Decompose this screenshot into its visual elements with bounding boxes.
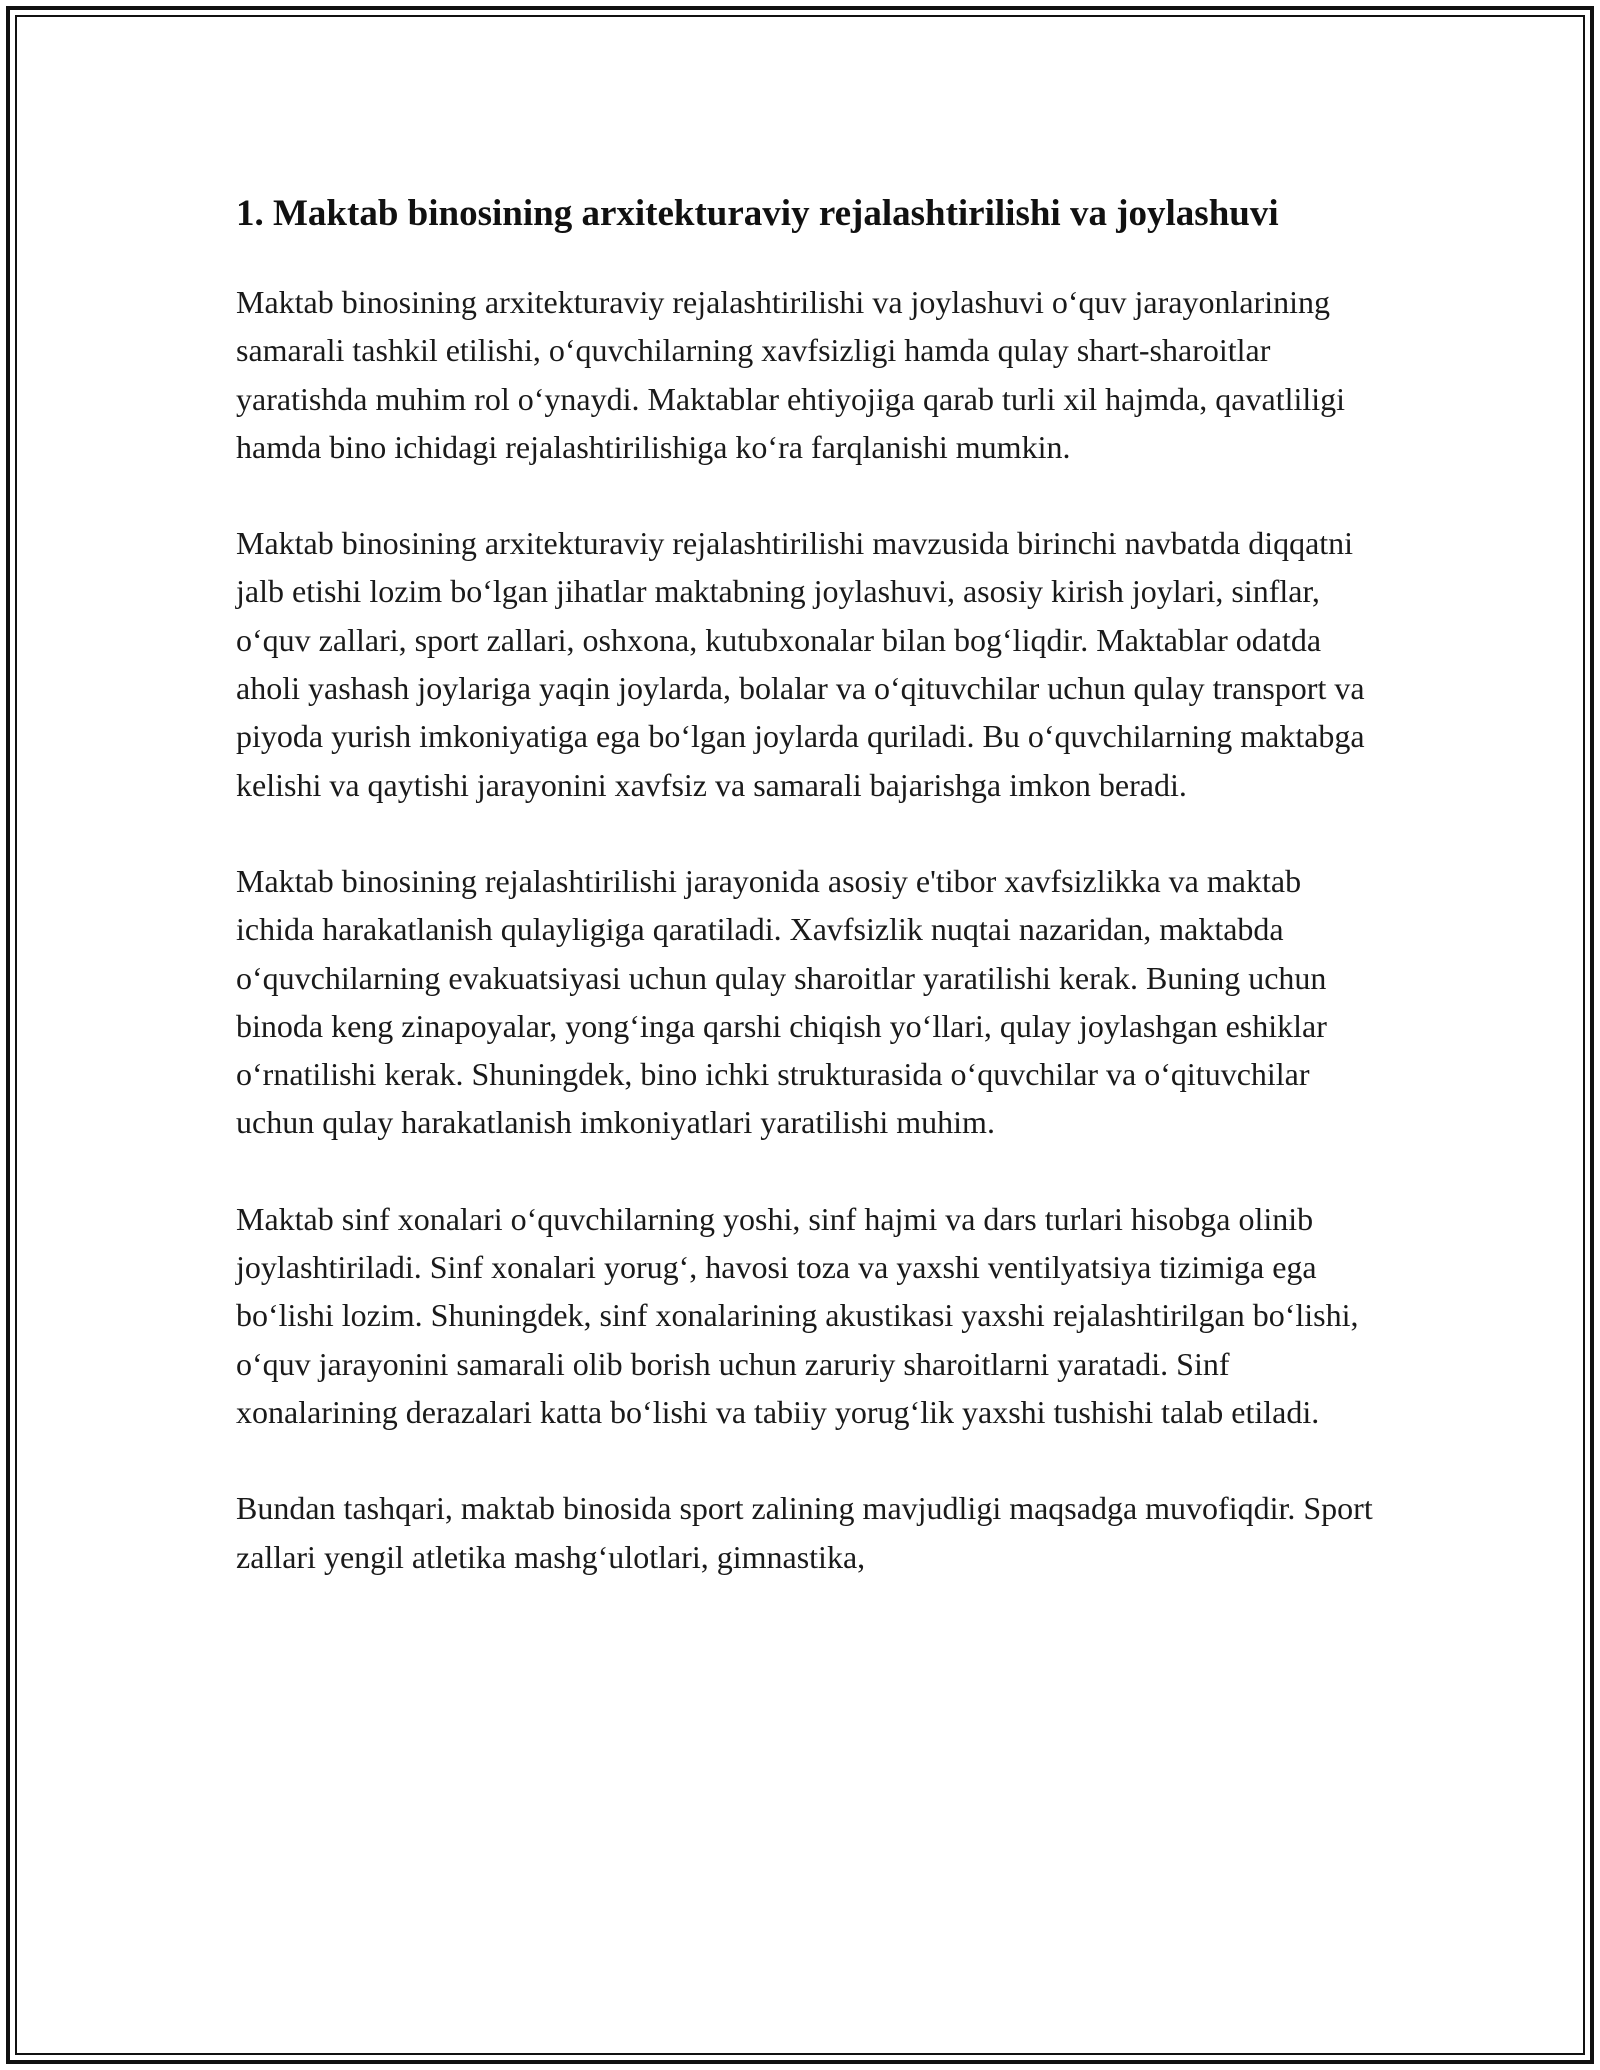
paragraph-2: Maktab binosining arxitekturaviy rejalashtirilishi mavzusida birinchi navbatda diqqatni jalb etishi lozim bo‘lgan jihatlar maktabning joylashuvi, asosiy kirish joylari, sinflar, o‘quv zallari, sport zallari, oshxona, kutubxonalar bilan bog‘liqdir. Maktablar odatda aholi yashash joylariga yaqin joylarda, bolalar va o‘qituvchilar uchun qulay transport va piyoda yurish imkoniyatiga ega bo‘lgan joylarda quriladi. Bu o‘quvchilarning maktabga kelishi va qaytishi jarayonini xavfsiz va samarali bajarishga imkon beradi. [236, 525, 1365, 803]
section-heading: 1. Maktab binosining arxitekturaviy rejalashtirilishi va joylashuvi [236, 193, 1279, 234]
paragraph-4: Maktab sinf xonalari o‘quvchilarning yoshi, sinf hajmi va dars turlari hisobga olinib joylashtiriladi. Sinf xonalari yorug‘, havosi toza va yaxshi ventilyatsiya tizimiga ega bo‘lishi lozim. Shuningdek, sinf xonalarining akustikasi yaxshi rejalashtirilgan bo‘lishi, o‘quv jarayonini samarali olib borish uchun zaruriy sharoitlarni yaratadi. Sinf xonalarining derazalari katta bo‘lishi va tabiiy yorug‘lik yaxshi tushishi talab etiladi. [236, 1200, 1359, 1430]
document-body [236, 186, 1376, 1629]
paragraph-3: Maktab binosining rejalashtirilishi jarayonida asosiy e'tibor xavfsizlikka va maktab ichida harakatlanish qulayligiga qaratiladi. Xavfsizlik nuqtai nazaridan, maktabda o‘quvchilarning evakuatsiyasi uchun qulay sharoitlar yaratilishi kerak. Buning uchun binoda keng zinapoyalar, yong‘inga qarshi chiqish yo‘llari, qulay joylashgan eshiklar o‘rnatilishi kerak. Shuningdek, bino ichki strukturasida o‘quvchilar va o‘qituvchilar uchun qulay harakatlanish imkoniyatlari yaratilishi muhim. [236, 862, 1327, 1141]
paragraph-1: Maktab binosining arxitekturaviy rejalashtirilishi va joylashuvi o‘quv jarayonlarining samarali tashkil etilishi, o‘quvchilarning xavfsizligi hamda qulay shart-sharoitlar yaratishda muhim rol o‘ynaydi. Maktablar ehtiyojiga qarab turli xil hajmda, qavatliligi hamda bino ichidagi rejalashtirilishiga ko‘ra farqlanishi mumkin. [236, 284, 1346, 465]
paragraph-5: Bundan tashqari, maktab binosida sport zalining mavjudligi maqsadga muvofiqdir. Sport zallari yengil atletika mashg‘ulotlari, gimnastika, [236, 1490, 1373, 1575]
